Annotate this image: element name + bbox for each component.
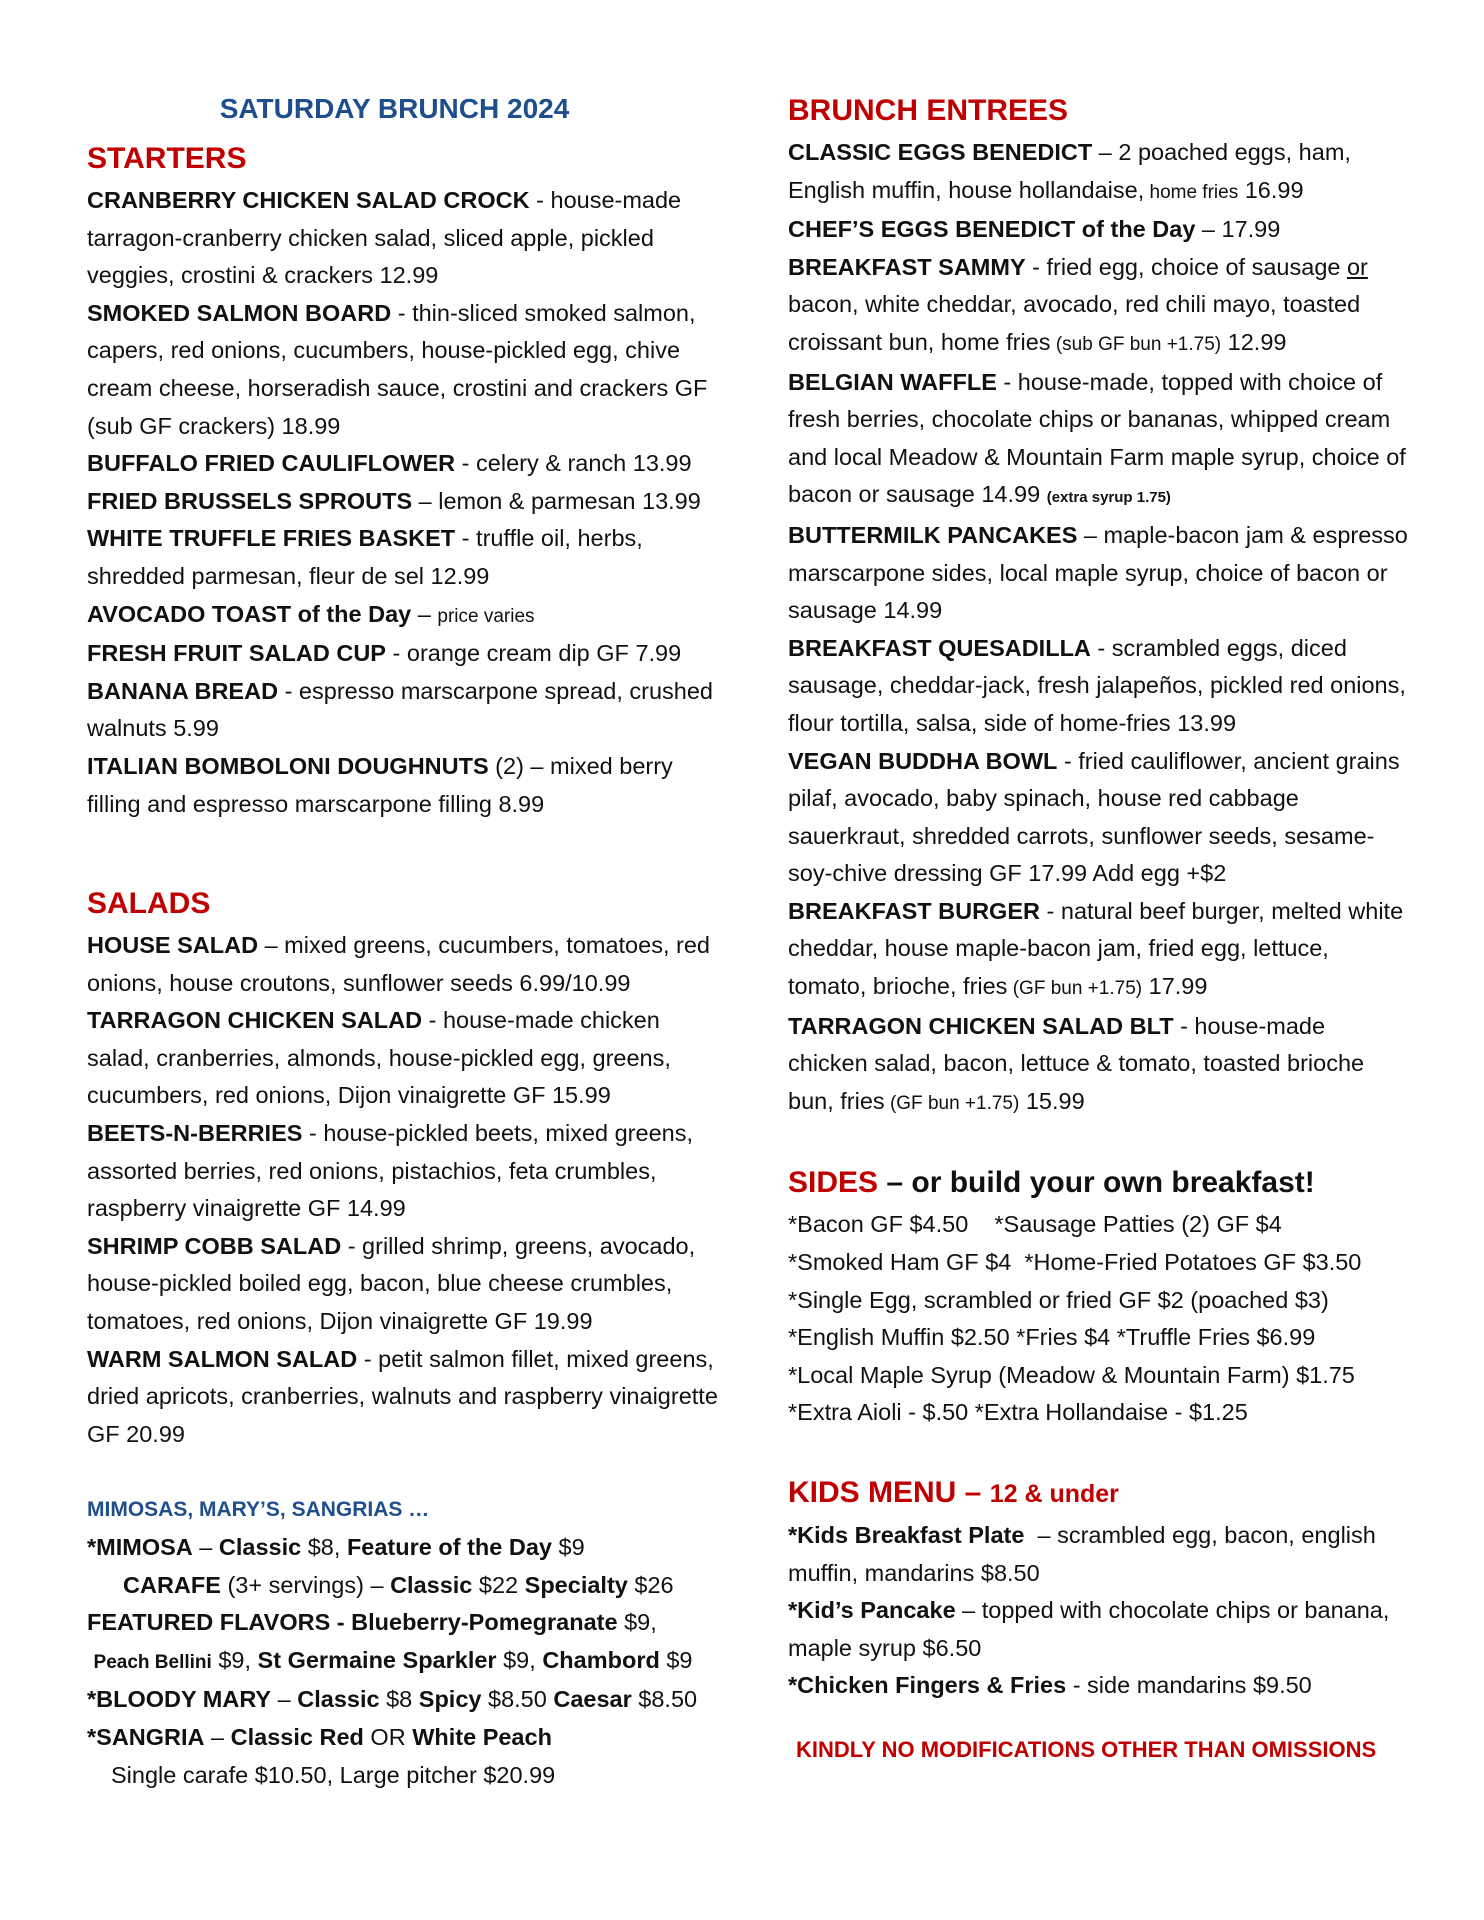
left-column [87, 88, 727, 1794]
menu-item: BREAKFAST BURGER - natural beef burger, melted white cheddar, house maple-bacon jam, fried egg, lettuce, tomato, brioche, fries (GF bun +1.75) 17.99 [788, 897, 1404, 1000]
menu-item: BUFFALO FRIED CAULIFLOWER - celery & ranch 13.99 [87, 450, 692, 477]
menu-item: BUTTERMILK PANCAKES – maple-bacon jam & espresso marscarpone sides, local maple syrup, choice of bacon or sausage 14.99 [788, 521, 1408, 624]
menu-item: WARM SALMON SALAD - petit salmon fillet, mixed greens, dried apricots, cranberries, walnuts and raspberry vinaigrette GF 20.99 [87, 1345, 718, 1447]
menu-item: WHITE TRUFFLE FRIES BASKET - truffle oil, herbs, shredded parmesan, fleur de sel 12.99 [87, 525, 643, 589]
menu-item: BREAKFAST QUESADILLA - scrambled eggs, diced sausage, cheddar-jack, fresh jalapeños, pickled red onions, flour tortilla, salsa, side of home-fries 13.99 [788, 634, 1406, 736]
drink-sangria-sizes: Single carafe $10.50, Large pitcher $20.99 [111, 1761, 556, 1788]
menu-item: VEGAN BUDDHA BOWL - fried cauliflower, ancient grains pilaf, avocado, baby spinach, house red cabbage sauerkraut, shredded carrots, sunflower seeds, sesame-soy-chive dressing GF 17.99 Add egg +$2 [788, 747, 1400, 887]
sides-line: *English Muffin $2.50 *Fries $4 *Truffle Fries $6.99 [788, 1324, 1316, 1351]
menu-item: ITALIAN BOMBOLONI DOUGHNUTS (2) – mixed berry filling and espresso marscarpone filling 8.99 [87, 752, 673, 817]
menu-item: FRESH FRUIT SALAD CUP - orange cream dip GF 7.99 [87, 640, 682, 667]
sides-line: *Smoked Ham GF $4 *Home-Fried Potatoes GF $3.50 [788, 1249, 1362, 1276]
menu-item: FRIED BRUSSELS SPROUTS – lemon & parmesan 13.99 [87, 487, 701, 514]
right-column [788, 88, 1408, 1769]
salads-heading: SALADS [87, 887, 211, 921]
drink-sangria: *SANGRIA – Classic Red OR White Peach [87, 1723, 552, 1750]
menu-item: *Chicken Fingers & Fries - side mandarins $9.50 [788, 1672, 1312, 1699]
sides-line: *Local Maple Syrup (Meadow & Mountain Farm) $1.75 [788, 1361, 1355, 1388]
drink-featured: FEATURED FLAVORS - Blueberry-Pomegranate $9, Peach Bellini $9, St Germaine Sparkler $9, Chambord $9 [87, 1609, 693, 1673]
menu-item: BEETS-N-BERRIES - house-pickled beets, mixed greens, assorted berries, red onions, pistachios, feta crumbles, raspberry vinaigrette GF 14.99 [87, 1120, 693, 1222]
menu-item: SMOKED SALMON BOARD - thin-sliced smoked salmon, capers, red onions, cucumbers, house-pickled egg, chive cream cheese, horseradish sauce, crostini and crackers GF (sub GF crackers) 18.99 [87, 299, 708, 439]
menu-item: *Kids Breakfast Plate – scrambled egg, bacon, english muffin, mandarins $8.50 [788, 1522, 1383, 1586]
menu-item: CHEF’S EGGS BENEDICT of the Day – 17.99 [788, 216, 1281, 243]
menu-item: BELGIAN WAFFLE - house-made, topped with choice of fresh berries, chocolate chips or bananas, whipped cream and local Meadow & Mountain Farm maple syrup, choice of bacon or sausage 14.99 (extra syrup 1.75) [788, 368, 1406, 508]
menu-item: BANANA BREAD - espresso marscarpone spread, crushed walnuts 5.99 [87, 677, 714, 742]
entrees-heading: BRUNCH ENTREES [788, 94, 1069, 127]
starters-heading: STARTERS [87, 142, 247, 175]
drink-carafe: CARAFE (3+ servings) – Classic $22 Specialty $26 [123, 1571, 674, 1598]
menu-item: AVOCADO TOAST of the Day – price varies [87, 600, 535, 627]
drink-mimosa: *MIMOSA – Classic $8, Feature of the Day $9 [87, 1534, 585, 1560]
drinks-heading: MIMOSAS, MARY’S, SANGRIAS … [87, 1498, 430, 1522]
menu-item: BREAKFAST SAMMY - fried egg, choice of sausage or bacon, white cheddar, avocado, red chili mayo, toasted croissant bun, home fries (sub GF bun +1.75) 12.99 [788, 253, 1368, 355]
sides-line: *Single Egg, scrambled or fried GF $2 (poached $3) [788, 1286, 1329, 1313]
menu-item: TARRAGON CHICKEN SALAD - house-made chicken salad, cranberries, almonds, house-pickled egg, greens, cucumbers, red onions, Dijon vinaigrette GF 15.99 [87, 1007, 671, 1109]
menu-item: *Kid’s Pancake – topped with chocolate chips or banana, maple syrup $6.50 [788, 1597, 1390, 1661]
menu-title: SATURDAY BRUNCH 2024 [219, 93, 570, 124]
menu-item: SHRIMP COBB SALAD - grilled shrimp, greens, avocado, house-pickled boiled egg, bacon, blue cheese crumbles, tomatoes, red onions, Dijon vinaigrette GF 19.99 [87, 1232, 696, 1335]
sides-line: *Bacon GF $4.50 *Sausage Patties (2) GF $4 [788, 1211, 1282, 1238]
kids-heading: KIDS MENU – 12 & under [788, 1476, 1119, 1509]
menu-item: HOUSE SALAD – mixed greens, cucumbers, tomatoes, red onions, house croutons, sunflower seeds 6.99/10.99 [87, 932, 710, 996]
menu-item: CRANBERRY CHICKEN SALAD CROCK - house-made tarragon-cranberry chicken salad, sliced apple, pickled veggies, crostini & crackers 12.99 [87, 187, 682, 289]
sides-line: *Extra Aioli - $.50 *Extra Hollandaise - $1.25 [788, 1399, 1248, 1426]
drink-bloody-mary: *BLOODY MARY – Classic $8 Spicy $8.50 Caesar $8.50 [87, 1686, 698, 1713]
no-modifications-notice: KINDLY NO MODIFICATIONS OTHER THAN OMISSIONS [796, 1736, 1377, 1762]
sides-heading: SIDES – or build your own breakfast! [788, 1166, 1315, 1200]
menu-item: CLASSIC EGGS BENEDICT – 2 poached eggs, ham, English muffin, house hollandaise, home fries 16.99 [788, 139, 1351, 203]
menu-item: TARRAGON CHICKEN SALAD BLT - house-made chicken salad, bacon, lettuce & tomato, toasted brioche bun, fries (GF bun +1.75) 15.99 [788, 1012, 1365, 1114]
